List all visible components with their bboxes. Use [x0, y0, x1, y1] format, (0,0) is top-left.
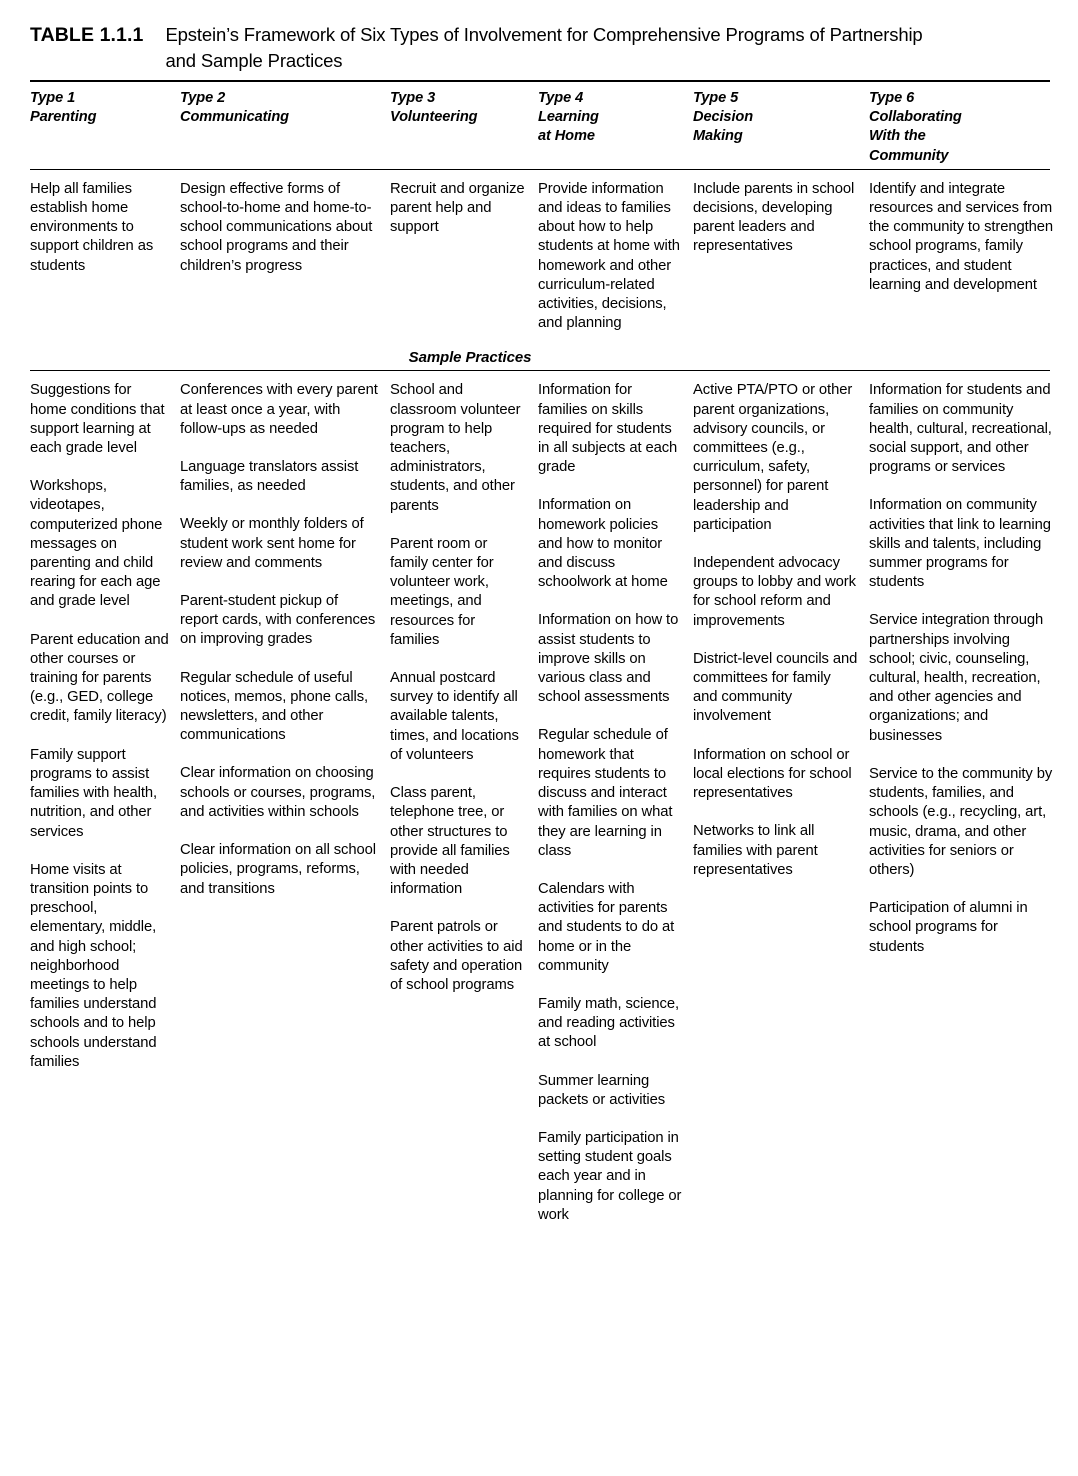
practice-item: Class parent, telephone tree, or other structures to provide all families with needed information: [390, 785, 510, 898]
column-header-3-line-1: Type 3: [390, 90, 436, 106]
definition-cell-1: Help all families establish home environments to support children as students: [30, 180, 154, 274]
practice-item: Suggestions for home conditions that support learning at each grade level: [30, 382, 165, 457]
column-header-4-line-3: at Home: [538, 128, 595, 145]
practice-item: Information on community activities that link to learning skills and talents, including summer programs for students: [869, 497, 1051, 591]
practice-item: Weekly or monthly folders of student work sent home for review and comments: [180, 516, 364, 571]
practice-item: Language translators assist families, as needed: [180, 459, 359, 495]
practice-item: Annual postcard survey to identify all available talents, times, and locations of volunteers: [390, 670, 519, 763]
column-header-1-line-2: Parenting: [30, 109, 97, 126]
practice-item: Participation of alumni in school programs for students: [869, 900, 1028, 955]
practice-item: Parent-student pickup of report cards, with conferences on improving grades: [180, 593, 376, 648]
definition-cell-5: Include parents in school decisions, developing parent leaders and representatives: [693, 180, 855, 255]
column-header-4-line-1: Type 4: [538, 90, 584, 106]
column-header-6: [869, 82, 1064, 169]
practice-item: Calendars with activities for parents and students to do at home or in the community: [538, 880, 675, 974]
practice-item: Workshops, videotapes, computerized phone messages on parenting and child rearing for each age and grade level: [30, 478, 163, 610]
practice-item: Regular schedule of useful notices, memos, phone calls, newsletters, and other communications: [180, 669, 369, 744]
sample-practices-band: [30, 343, 1050, 370]
column-header-2-line-2: Communicating: [180, 109, 289, 126]
practice-item: School and classroom volunteer program to help teachers, administrators, students, and other parents: [390, 382, 521, 514]
column-header-6-line-4: Community: [869, 147, 949, 164]
practice-item: Conferences with every parent at least once a year, with follow-ups as needed: [180, 382, 378, 437]
practices-cell-3: [390, 371, 538, 1225]
practice-item: Service integration through partnerships involving school; civic, counseling, cultural, health, recreation, and other agencies and organizations; and businesses: [869, 612, 1044, 744]
column-header-3: [390, 82, 538, 169]
practice-item: Family support programs to assist families with health, nutrition, and other services: [30, 746, 158, 840]
column-header-1: [30, 82, 180, 169]
practice-item: Service to the community by students, families, and schools (e.g., recycling, art, music, drama, and other activities for seniors or others): [869, 765, 1053, 878]
practice-item: District-level councils and committees for family and community involvement: [693, 650, 858, 725]
definition-cell-4: Provide information and ideas to families about how to help students at home with homework and other curriculum-related activities, decisions, and planning: [538, 180, 680, 332]
practice-item: Summer learning packets or activities: [538, 1072, 666, 1108]
column-header-5-line-1: Type 5: [693, 90, 739, 106]
practice-item: Home visits at transition points to preschool, elementary, middle, and high school; neighborhood meetings to help families understand schools and to help schools understand families: [30, 861, 157, 1070]
table-caption: [30, 22, 1050, 80]
column-header-6-line-2: Collaborating: [869, 109, 962, 126]
practice-item: Information for students and families on community health, cultural, recreational, social support, and other programs or services: [869, 382, 1052, 476]
column-header-5-line-3: Making: [693, 128, 743, 145]
practices-cell-4: [538, 371, 693, 1225]
practice-item: Parent room or family center for volunteer work, meetings, and resources for families: [390, 535, 494, 648]
column-header-2: [180, 82, 390, 169]
column-header-2-line-1: Type 2: [180, 90, 226, 106]
column-header-5: [693, 82, 869, 169]
practice-item: Parent patrols or other activities to aid safety and operation of school programs: [390, 919, 523, 993]
column-header-3-line-2: Volunteering: [390, 109, 478, 126]
column-header-4-line-2: Learning: [538, 109, 599, 126]
practices-cell-2: [180, 371, 390, 1225]
practice-item: Information on homework policies and how to monitor and discuss schoolwork at home: [538, 497, 668, 591]
practices-cell-5: [693, 371, 869, 1225]
practice-item: Information on school or local elections for school representatives: [693, 746, 852, 802]
table-header-row: [30, 82, 1050, 169]
practices-cell-6: [869, 371, 1064, 1225]
column-header-6-line-1: Type 6: [869, 90, 915, 106]
column-header-1-line-1: Type 1: [30, 90, 76, 106]
table-practices-row: [30, 371, 1053, 1225]
practice-item: Parent education and other courses or training for parents (e.g., GED, college credit, family literacy): [30, 631, 169, 725]
sample-practices-label: Sample Practices: [408, 349, 532, 367]
table-title-text: Epstein’s Framework of Six Types of Involvement for Comprehensive Programs of Partnership and Sample Practices: [165, 24, 923, 71]
table-number-label: TABLE 1.1.1: [30, 24, 144, 46]
practice-item: Family math, science, and reading activities at school: [538, 995, 679, 1051]
table-definition-row: [30, 170, 1054, 338]
definition-cell-6: Identify and integrate resources and services from the community to strengthen school programs, family practices, and student learning and development: [869, 180, 1054, 293]
definition-cell-2: Design effective forms of school-to-home and home-to-school communications about school programs and their children’s progress: [180, 180, 373, 274]
practice-item: Clear information on all school policies, programs, reforms, and transitions: [180, 842, 376, 897]
practice-item: Information on how to assist students to improve skills on various class and school assessments: [538, 612, 679, 706]
practice-item: Regular schedule of homework that requires students to discuss and interact with families on what they are learning in class: [538, 727, 673, 859]
practice-item: Information for families on skills required for students in all subjects at each grade: [538, 382, 678, 476]
practices-cell-1: [30, 371, 180, 1225]
column-header-5-line-2: Decision: [693, 109, 754, 126]
practice-item: Networks to link all families with parent representatives: [693, 823, 818, 878]
practice-item: Independent advocacy groups to lobby and work for school reform and improvements: [693, 555, 856, 629]
definition-cell-3: Recruit and organize parent help and support: [390, 180, 525, 236]
column-header-4: [538, 82, 693, 169]
practice-item: Clear information on choosing schools or courses, programs, and activities within schools: [180, 765, 376, 820]
practice-item: Active PTA/PTO or other parent organizations, advisory councils, or committees (e.g., curriculum, safety, personnel) for parent leadership and participation: [693, 382, 853, 533]
practice-item: Family participation in setting student goals each year and in planning for college or work: [538, 1129, 682, 1223]
column-header-6-line-3: With the: [869, 128, 926, 145]
